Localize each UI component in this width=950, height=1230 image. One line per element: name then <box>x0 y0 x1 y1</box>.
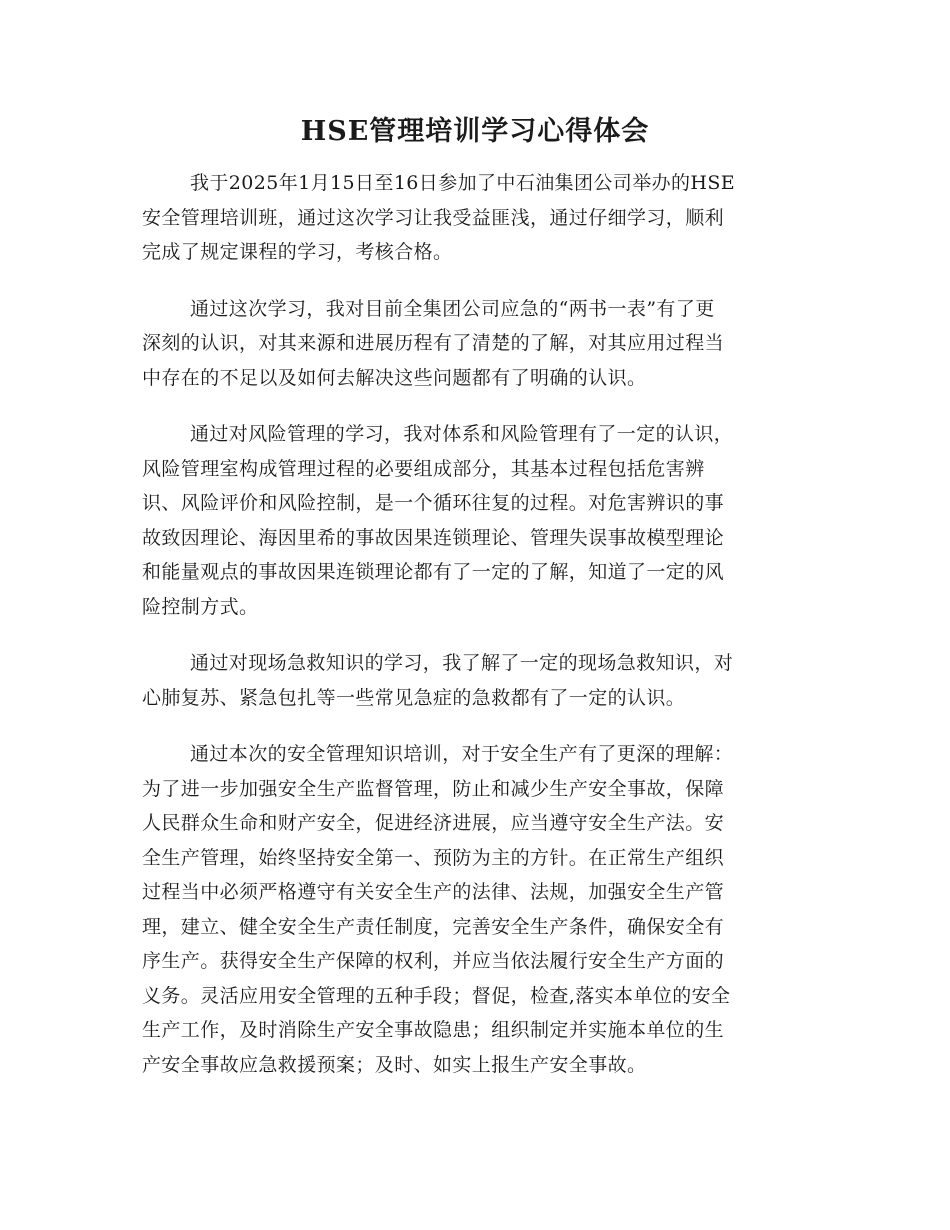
document-body <box>142 166 810 1104</box>
paragraph-line: 理，建立、健全安全生产责任制度，完善安全生产条件，确保安全有 <box>142 915 725 938</box>
paragraph-line: 心肺复苏、紧急包扎等一些常见急症的急救都有了一定的认识。 <box>142 686 686 709</box>
paragraph-5 <box>142 737 810 1082</box>
paragraph-line: 通过本次的安全管理知识培训，对于安全生产有了更深的理解： <box>190 743 734 765</box>
paragraph-line: 序生产。获得安全生产保障的权利，并应当依法履行安全生产方面的 <box>142 950 725 972</box>
document-title: HSE管理培训学习心得体会 <box>300 116 650 147</box>
paragraph-line: 通过这次学习，我对目前全集团公司应急的“两书一表”有了更 <box>190 297 715 320</box>
paragraph-line: 险控制方式。 <box>142 595 259 618</box>
paragraph-line: 通过对风险管理的学习，我对体系和风险管理有了一定的认识， <box>190 423 734 445</box>
paragraph-line: 识、风险评价和风险控制，是一个循环往复的过程。对危害辨识的事 <box>142 492 725 514</box>
paragraph-line: 风险管理室构成管理过程的必要组成部分，其基本过程包括危害辨 <box>142 457 705 480</box>
paragraph-1 <box>142 166 810 270</box>
paragraph-line: 产安全事故应急救援预案；及时、如实上报生产安全事故。 <box>142 1053 647 1076</box>
paragraph-line: 全生产管理，始终坚持安全第一、预防为主的方针。在正常生产组织 <box>142 846 725 869</box>
paragraph-line: 和能量观点的事故因果连锁理论都有了一定的了解，知道了一定的风 <box>142 561 725 583</box>
paragraph-line: 深刻的认识，对其来源和进展历程有了清楚的了解，对其应用过程当 <box>142 332 725 354</box>
paragraph-line: 中存在的不足以及如何去解决这些问题都有了明确的认识。 <box>142 366 647 389</box>
paragraph-line: 故致因理论、海因里希的事故因果连锁理论、管理失误事故模型理论 <box>142 526 725 549</box>
paragraph-line: 生产工作，及时消除生产安全事故隐患；组织制定并实施本单位的生 <box>142 1019 725 1041</box>
paragraph-line: 过程当中必须严格遵守有关安全生产的法律、法规，加强安全生产管 <box>142 881 725 903</box>
paragraph-2 <box>142 292 810 396</box>
paragraph-line: 通过对现场急救知识的学习，我了解了一定的现场急救知识，对 <box>190 652 734 674</box>
paragraph-line: 义务。灵活应用安全管理的五种手段；督促，检查,落实本单位的安全 <box>142 984 731 1007</box>
paragraph-3 <box>142 417 810 624</box>
paragraph-line: 安全管理培训班，通过这次学习让我受益匪浅，通过仔细学习，顺利 <box>142 206 725 229</box>
paragraph-line: 完成了规定课程的学习，考核合格。 <box>142 241 453 263</box>
paragraph-line: 为了进一步加强安全生产监督管理，防止和减少生产安全事故，保障 <box>142 777 725 800</box>
paragraph-4 <box>142 646 810 715</box>
paragraph-line: 人民群众生命和财产安全，促进经济进展，应当遵守安全生产法。安 <box>142 812 725 834</box>
paragraph-line: 我于2025年1月15日至16日参加了中石油集团公司举办的HSE <box>190 172 736 194</box>
